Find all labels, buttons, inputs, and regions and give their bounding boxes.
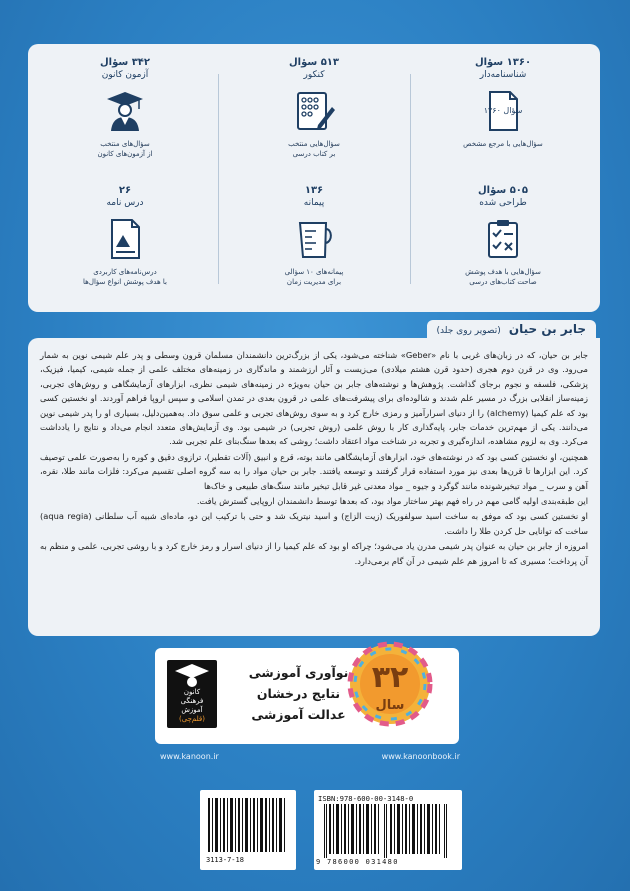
divider xyxy=(410,74,411,284)
stat-title: کنکور xyxy=(303,70,325,80)
logo-text: فرهنگی xyxy=(180,697,204,705)
stat-desc: پیمانه‌های ۱۰ سؤالی xyxy=(284,268,344,276)
slogan-line: نوآوری آموزشی xyxy=(248,665,349,680)
stat-desc: سؤال‌هایی با هدف پوشش xyxy=(465,268,541,276)
stat-desc: سؤال‌هایی منتخب xyxy=(288,140,340,148)
stat-desc: از آزمون‌های کانون xyxy=(97,150,153,158)
bio-paragraph: همچنین، او نخستین کسی بود که در نوشته‌های خود، ابزارهای آزمایشگاهی مانند بوته، قرع و انبیق (آلات تقطیر)، ترازوی دقیق و کوره را به‌صورت علمی توصیف کرد. این ابزارها تا قرن‌ها بعدی نیز مورد استفاده قرار گرفتند و توسعه یافتند. جابر بن حیان مواد را به سه گروه اصلی تقسیم می‌کرد: فلزات مانند طلا، نقره، آهن و سرب _ مواد تبخیرشونده مانند گوگرد و جیوه _ مواد معدنی غیر قابل تبخیر مانند سنگ‌های طبیعی و خاک‌ها xyxy=(40,451,588,491)
website-link[interactable]: www.kanoon.ir xyxy=(160,752,219,761)
stat-desc: برای مدیریت زمان xyxy=(286,278,342,286)
bio-text-box xyxy=(28,338,600,636)
stat-title: طراحی شده xyxy=(479,198,527,208)
book-code: 3113-7-18 xyxy=(206,856,244,864)
id-icon-label: ۱۳۶۰ سؤال xyxy=(483,106,523,115)
stat-measures xyxy=(239,184,389,287)
slogan-line: عدالت آموزشی xyxy=(251,707,346,722)
slogan xyxy=(231,662,366,725)
stat-title: پیمانه xyxy=(303,198,325,208)
website-link[interactable]: www.kanoonbook.ir xyxy=(381,752,460,761)
stat-desc: صاحت کتاب‌های درسی xyxy=(469,278,537,286)
stat-count: ۵۱۳ سؤال xyxy=(288,57,339,68)
slogan-line: نتایج درخشان xyxy=(256,686,341,701)
stat-title: آزمون کانون xyxy=(101,70,149,80)
id-document-icon xyxy=(479,87,527,135)
stat-title: شناسنامه‌دار xyxy=(479,70,527,80)
stat-designed-questions xyxy=(428,184,578,287)
stat-konkur-questions xyxy=(239,56,389,159)
stats-panel xyxy=(28,44,600,312)
anniversary-badge xyxy=(347,640,433,728)
isbn-text: ISBN:978-600-00-3148-0 xyxy=(318,794,414,803)
websites xyxy=(160,752,460,761)
checklist-icon xyxy=(479,215,527,263)
bio-subtitle: (تصویر روی جلد) xyxy=(436,326,501,336)
lesson-doc-icon xyxy=(101,215,149,263)
bio-paragraph: امروزه از جابر بن حیان به عنوان پدر شیمی مدرن یاد می‌شود؛ چراکه او بود که علم کیمیا را از دنیای اسرار و رمز خارج کرد و با روشی تجربی، علمی و منظم به آن پرداخت؛ مسیری که تا امروز هم علم شیمی در آن گام برمی‌دارد. xyxy=(40,541,588,566)
stat-referenced-questions xyxy=(428,56,578,149)
stat-count: ۲۶ xyxy=(118,185,132,196)
isbn-barcode xyxy=(314,790,462,870)
isbn-digits: 9 786000 031480 xyxy=(316,858,399,866)
stat-count: ۱۳۶۰ سؤال xyxy=(474,57,532,68)
stat-desc: بر کتاب درسی xyxy=(292,150,336,158)
logo-text: (قلم‌چی) xyxy=(179,715,205,723)
measuring-cup-icon xyxy=(290,215,338,263)
stat-desc: درس‌نامه‌های کاربردی xyxy=(93,268,157,276)
stat-count: ۳۴۲ سؤال xyxy=(99,57,150,68)
stat-desc: سؤال‌های منتخب xyxy=(100,140,150,148)
stat-kanoon-exam-questions xyxy=(50,56,200,159)
bio-title xyxy=(427,320,596,338)
stat-title: درس نامه xyxy=(106,198,144,208)
graduate-icon xyxy=(101,87,149,135)
stat-lessons xyxy=(50,184,200,287)
stat-desc: با هدف پوشش انواع سؤال‌ها xyxy=(83,278,167,286)
badge-number: ۳۲ xyxy=(371,660,409,695)
logo-text: کانون xyxy=(183,688,201,696)
kanoon-logo xyxy=(167,660,217,728)
divider xyxy=(218,74,219,284)
bio-paragraph: این طبقه‌بندی اولیه گامی مهم در راه فهم بهتر ساختار مواد بود، که بعدها توسط دانشمندان اروپایی گسترش یافت. xyxy=(196,496,588,507)
stat-count: ۱۳۶ xyxy=(304,185,324,196)
bio-paragraph: او نخستین کسی بود که موفق به ساخت اسید سولفوریک (زیت الزاج) و اسید نیتریک شد و حتی با ترکیب این دو، ماده‌ای شبیه آب سلطانی (aqua regia) ساخت که توانایی حل کردن طلا را داشت. xyxy=(40,511,588,536)
logo-text: آموزش xyxy=(181,706,203,714)
stat-count: ۵۰۵ سؤال xyxy=(477,185,528,196)
book-code-barcode xyxy=(200,790,296,870)
bio-paragraph: جابر بن حیان، که در زبان‌های غربی با نام «Geber» شناخته می‌شود، یکی از بزرگ‌ترین دانشمندان مسلمان قرون وسطی و پدر علم شیمی نوین به شمار می‌رود. وی در قرن دوم هجری (حدود قرن هشتم میلادی) می‌زیست و آثار ارزشمند و ماندگاری در زمینه‌های مختلف علمی از جمله شیمی، کیمیا، فیزیک، پزشکی، فلسفه و نجوم برجای گذاشت. پژوهش‌ها و نوشته‌های جابر بن حیان به‌ویژه در زمینه‌های شیمی نظری، ابزارهای آزمایشگاهی و روش‌های تجربی، زمینه‌ساز انقلابی بزرگ در مسیر علم شدند و شالوده‌ای برای پیشرفت‌های علمی در قرون بعدی در تمدن اسلامی و سپس اروپا فراهم آوردند. او نخستین کسی بود که علم کیمیا (alchemy) را از دنیای اسرارآمیز و رمزی خارج کرد و به سوی روش‌های تجربی و علمی سوق داد. به‌همین‌دلیل، بسیاری او را پدر شیمی نوین می‌دانند. یکی از مهم‌ترین خدمات جابر، پایه‌گذاری کار با روش علمی (روش تجربی) در شیمی بود. وی آزمایش‌های متعدد انجام می‌داد و نتایج را یادداشت می‌کرد. وی به لزوم مشاهده، اندازه‌گیری و تجربه در شناخت مواد اعتقاد داشت؛ روشی که بعدها سنگ‌بنای علم تجربی شد. xyxy=(40,350,588,447)
stat-desc: سؤال‌هایی با مرجع مشخص xyxy=(463,140,543,148)
badge-word: سال xyxy=(375,698,405,713)
bio-title-text: جابر بن حیان xyxy=(508,322,586,336)
exam-sheet-icon xyxy=(290,87,338,135)
